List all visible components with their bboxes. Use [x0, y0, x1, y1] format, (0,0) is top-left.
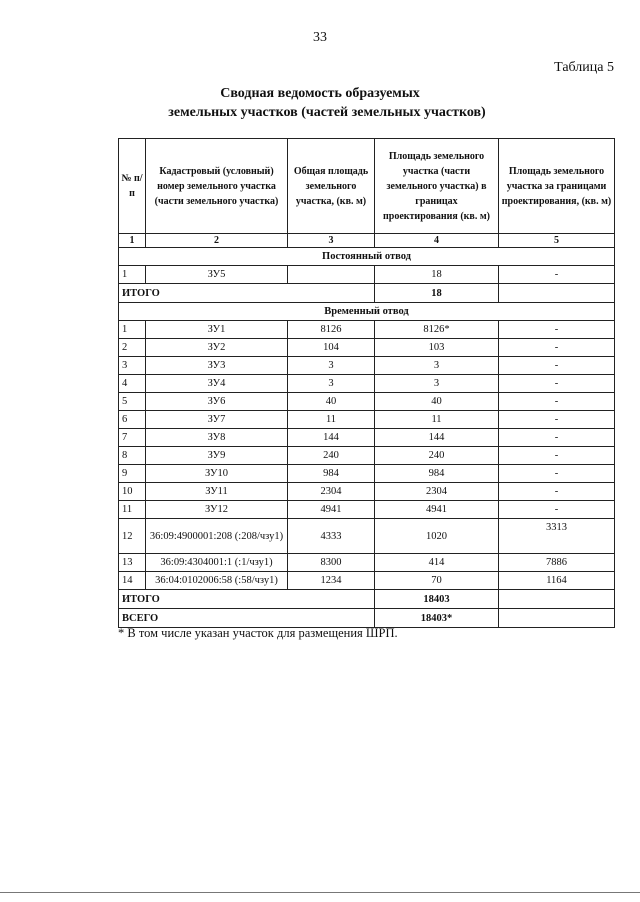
table-row [119, 554, 615, 572]
row-area-inside: 1020 [375, 519, 499, 554]
row-cadastral-number: ЗУ8 [146, 429, 288, 447]
table-row [119, 393, 615, 411]
grand-total-label: ВСЕГО [119, 609, 375, 628]
page-number: 33 [313, 30, 327, 45]
row-area-outside: - [499, 339, 615, 357]
table-row [119, 339, 615, 357]
footnote: * В том числе указан участок для размещения ШРП. [118, 626, 398, 640]
grand-total-value: 18403* [375, 609, 499, 628]
table-row [119, 411, 615, 429]
row-cadastral-number: ЗУ11 [146, 483, 288, 501]
row-number: 9 [119, 465, 146, 483]
row-total-area: 240 [288, 447, 375, 465]
row-area-outside: 1164 [499, 572, 615, 590]
row-area-outside: - [499, 465, 615, 483]
row-cadastral-number: ЗУ1 [146, 321, 288, 339]
row-area-inside: 11 [375, 411, 499, 429]
row-cadastral-number: 36:09:4900001:208 (:208/чзу1) [146, 519, 288, 554]
row-area-outside: - [499, 411, 615, 429]
row-area-inside: 2304 [375, 483, 499, 501]
permanent-total-label: ИТОГО [119, 284, 375, 303]
row-cadastral-number: ЗУ12 [146, 501, 288, 519]
row-cadastral-number: ЗУ2 [146, 339, 288, 357]
row-area-outside: - [499, 266, 615, 284]
row-cadastral-number: ЗУ5 [146, 266, 288, 284]
row-number: 1 [119, 321, 146, 339]
row-area-inside: 8126* [375, 321, 499, 339]
row-number: 3 [119, 357, 146, 375]
header-row [119, 139, 615, 234]
section-temporary [119, 303, 615, 321]
row-number: 6 [119, 411, 146, 429]
header-total-area: Общая площадь земельного участка, (кв. м) [288, 139, 375, 234]
row-area-outside: - [499, 375, 615, 393]
row-cadastral-number: ЗУ10 [146, 465, 288, 483]
row-cadastral-number: ЗУ3 [146, 357, 288, 375]
land-plots-table [118, 138, 615, 628]
row-cadastral-number: ЗУ4 [146, 375, 288, 393]
table-row [119, 447, 615, 465]
row-area-outside: - [499, 429, 615, 447]
header-area-inside: Площадь земельного участка (части земельного участка) в границах проектирования (кв. м) [375, 139, 499, 234]
row-area-outside: 7886 [499, 554, 615, 572]
row-total-area: 8300 [288, 554, 375, 572]
row-number: 12 [119, 519, 146, 554]
table-row [119, 266, 615, 284]
header-number: № п/п [119, 139, 146, 234]
row-total-area: 4941 [288, 501, 375, 519]
column-number: 3 [288, 234, 375, 248]
permanent-total-row [119, 284, 615, 303]
row-area-inside: 144 [375, 429, 499, 447]
row-cadastral-number: 36:09:4304001:1 (:1/чзу1) [146, 554, 288, 572]
title-line-1: Сводная ведомость образуемых [220, 86, 420, 101]
row-area-outside: - [499, 357, 615, 375]
row-area-inside: 70 [375, 572, 499, 590]
column-number: 4 [375, 234, 499, 248]
table-label: Таблица 5 [554, 60, 614, 75]
header-cadastral-number: Кадастровый (условный) номер земельного участка (части земельного участка) [146, 139, 288, 234]
row-cadastral-number: ЗУ9 [146, 447, 288, 465]
row-total-area: 8126 [288, 321, 375, 339]
row-area-inside: 3 [375, 357, 499, 375]
document-title [0, 84, 640, 122]
grand-total-row [119, 609, 615, 628]
section-temporary-title: Временный отвод [119, 303, 615, 321]
row-number: 2 [119, 339, 146, 357]
table-row [119, 501, 615, 519]
row-total-area: 40 [288, 393, 375, 411]
row-cadastral-number: 36:04:0102006:58 (:58/чзу1) [146, 572, 288, 590]
grand-total-empty [499, 609, 615, 628]
row-number: 1 [119, 266, 146, 284]
table-row [119, 321, 615, 339]
row-total-area: 4333 [288, 519, 375, 554]
row-number: 13 [119, 554, 146, 572]
row-area-outside: - [499, 321, 615, 339]
permanent-total-value: 18 [375, 284, 499, 303]
table-row [119, 465, 615, 483]
row-area-outside: - [499, 501, 615, 519]
table-row [119, 483, 615, 501]
permanent-total-empty [499, 284, 615, 303]
table-row [119, 375, 615, 393]
row-area-outside: 3313 [499, 519, 615, 554]
row-number: 10 [119, 483, 146, 501]
table-row [119, 519, 615, 554]
row-area-inside: 414 [375, 554, 499, 572]
row-total-area: 104 [288, 339, 375, 357]
row-area-inside: 3 [375, 375, 499, 393]
row-number: 5 [119, 393, 146, 411]
bottom-rule [0, 892, 640, 893]
temporary-total-row [119, 590, 615, 609]
table-row [119, 357, 615, 375]
row-area-inside: 103 [375, 339, 499, 357]
row-total-area: 3 [288, 357, 375, 375]
row-total-area: 11 [288, 411, 375, 429]
row-total-area: 984 [288, 465, 375, 483]
row-area-outside: - [499, 447, 615, 465]
row-area-inside: 4941 [375, 501, 499, 519]
table-row [119, 429, 615, 447]
temporary-total-label: ИТОГО [119, 590, 375, 609]
temporary-total-value: 18403 [375, 590, 499, 609]
table-row [119, 572, 615, 590]
section-permanent [119, 248, 615, 266]
row-total-area: 2304 [288, 483, 375, 501]
row-cadastral-number: ЗУ6 [146, 393, 288, 411]
column-number: 5 [499, 234, 615, 248]
row-cadastral-number: ЗУ7 [146, 411, 288, 429]
section-permanent-title: Постоянный отвод [119, 248, 615, 266]
row-number: 8 [119, 447, 146, 465]
row-area-inside: 40 [375, 393, 499, 411]
temporary-total-empty [499, 590, 615, 609]
row-number: 11 [119, 501, 146, 519]
row-number: 14 [119, 572, 146, 590]
column-number-row [119, 234, 615, 248]
row-total-area: 144 [288, 429, 375, 447]
row-area-inside: 240 [375, 447, 499, 465]
column-number: 2 [146, 234, 288, 248]
row-total-area: 1234 [288, 572, 375, 590]
row-total-area: 3 [288, 375, 375, 393]
row-number: 7 [119, 429, 146, 447]
row-total-area [288, 266, 375, 284]
title-line-2: земельных участков (частей земельных участков) [168, 105, 486, 120]
row-number: 4 [119, 375, 146, 393]
header-area-outside: Площадь земельного участка за границами проектирования, (кв. м) [499, 139, 615, 234]
row-area-inside: 18 [375, 266, 499, 284]
column-number: 1 [119, 234, 146, 248]
row-area-outside: - [499, 393, 615, 411]
row-area-outside: - [499, 483, 615, 501]
row-area-inside: 984 [375, 465, 499, 483]
